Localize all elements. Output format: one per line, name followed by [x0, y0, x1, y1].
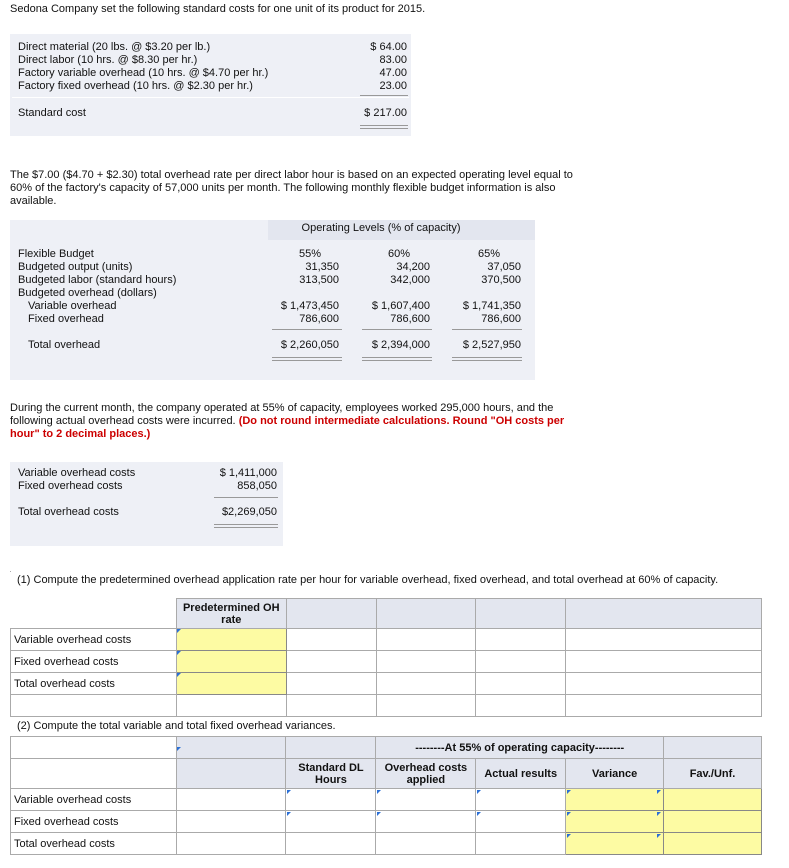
budgeted-overhead-label: Budgeted overhead (dollars) [18, 287, 157, 299]
input-marker-icon [177, 747, 181, 751]
q1-header-cell [286, 599, 376, 629]
std-row-value: 47.00 [379, 67, 407, 79]
q1-row-label: Fixed overhead costs [11, 651, 177, 673]
divider [362, 329, 432, 330]
divider [214, 497, 278, 498]
input-marker-icon [567, 812, 571, 816]
input-marker-icon [567, 790, 571, 794]
q2-variable-std-hours-input[interactable] [286, 789, 376, 811]
q2-corner [11, 737, 177, 759]
q2-fixed-applied-field[interactable] [379, 811, 472, 832]
q2-total-applied-field[interactable] [379, 833, 472, 854]
q2-variable-variance-field[interactable] [569, 789, 660, 810]
q2-header-cell [664, 737, 762, 759]
q2-capacity-band: --------At 55% of operating capacity-------- [376, 737, 664, 759]
std-row-label: Direct material (20 lbs. @ $3.20 per lb.) [18, 41, 211, 53]
q1-total-rate-input[interactable] [176, 673, 286, 695]
std-row-value: 83.00 [379, 54, 407, 66]
actual-fixed-value: 858,050 [237, 480, 277, 492]
q1-prompt: (1) Compute the predetermined overhead application rate per hour for variable overhead, fixed overhead, and total overhead at 60% of capacity. [17, 574, 719, 586]
q1-empty-cell [566, 629, 762, 651]
total-overhead-label: Total overhead [28, 339, 101, 351]
q1-variable-rate-field[interactable] [180, 629, 283, 650]
variable-overhead-label: Variable overhead [28, 300, 117, 312]
q1-frame [10, 571, 763, 572]
actual-fixed-label: Fixed overhead costs [18, 480, 123, 492]
fixed-overhead-label: Fixed overhead [28, 313, 104, 325]
q1-spacer [176, 695, 286, 717]
divider [360, 125, 408, 126]
actual-total-value: $2,269,050 [221, 506, 277, 518]
q1-empty-cell [566, 673, 762, 695]
labor-65: 370,500 [481, 274, 521, 286]
q1-header-cell [476, 599, 566, 629]
q1-empty-cell [476, 673, 566, 695]
variable-overhead-65: $ 1,741,350 [462, 300, 521, 312]
input-marker-icon [177, 651, 181, 655]
q1-empty-cell [476, 629, 566, 651]
q1-header-cell [566, 599, 762, 629]
actual-variable-label: Variable overhead costs [18, 467, 136, 479]
q2-row-label: Variable overhead costs [11, 789, 177, 811]
q1-empty-cell [286, 651, 376, 673]
output-55: 31,350 [305, 261, 339, 273]
q1-spacer [476, 695, 566, 717]
q2-empty-cell [176, 811, 286, 833]
budgeted-output-label: Budgeted output (units) [18, 261, 133, 273]
q2-fixed-actual-field[interactable] [479, 811, 562, 832]
total-overhead-65: $ 2,527,950 [462, 339, 521, 351]
current-month-text: During the current month, the company operated at 55% of capacity, employees worked 295,000 hours, and the following actual overhead costs were incurred. [10, 402, 554, 427]
q2-fixed-fav-unf-select[interactable] [664, 811, 762, 833]
level-60-header: 60% [388, 248, 411, 260]
input-marker-icon [287, 812, 291, 816]
q1-header-cell [376, 599, 476, 629]
q1-row-label: Total overhead costs [11, 673, 177, 695]
divider [362, 357, 432, 358]
total-overhead-55: $ 2,260,050 [280, 339, 339, 351]
budgeted-labor-label: Budgeted labor (standard hours) [18, 274, 177, 286]
input-marker-icon [657, 790, 661, 794]
q2-variable-variance-input[interactable] [566, 789, 664, 811]
input-marker-icon [657, 812, 661, 816]
q1-spacer [376, 695, 476, 717]
standard-cost-value: $ 217.00 [364, 107, 407, 119]
q2-total-variance-input[interactable] [566, 833, 664, 855]
labor-55: 313,500 [299, 274, 339, 286]
q2-col-variance: Variance [566, 759, 664, 789]
q1-empty-cell [476, 651, 566, 673]
q1-empty-cell [376, 629, 476, 651]
divider [452, 357, 522, 358]
q2-row-label: Total overhead costs [11, 833, 177, 855]
level-65-header: 65% [478, 248, 501, 260]
divider [452, 360, 522, 361]
flexible-budget-title: Flexible Budget [18, 248, 94, 260]
q1-empty-cell [376, 673, 476, 695]
q2-col-fav-unf: Fav./Unf. [664, 759, 762, 789]
input-marker-icon [377, 790, 381, 794]
q1-table [10, 598, 762, 717]
q2-total-std-hours-field[interactable] [289, 833, 372, 854]
output-60: 34,200 [396, 261, 430, 273]
q1-total-rate-field[interactable] [180, 673, 283, 694]
q1-variable-rate-input[interactable] [176, 629, 286, 651]
q2-empty-cell [176, 789, 286, 811]
q2-col-overhead-applied: Overhead costs applied [376, 759, 476, 789]
q2-row-label: Fixed overhead costs [11, 811, 177, 833]
q2-header-cell [176, 759, 286, 789]
q1-spacer [286, 695, 376, 717]
q2-fixed-variance-input[interactable] [566, 811, 664, 833]
q2-header-cell [286, 737, 376, 759]
input-marker-icon [377, 812, 381, 816]
actual-total-label: Total overhead costs [18, 506, 119, 518]
input-marker-icon [477, 812, 481, 816]
q1-corner [11, 599, 177, 629]
q2-variable-applied-input[interactable] [376, 789, 476, 811]
q2-total-applied-input[interactable] [376, 833, 476, 855]
input-marker-icon [657, 834, 661, 838]
labor-60: 342,000 [390, 274, 430, 286]
q2-fixed-std-hours-field[interactable] [289, 811, 372, 832]
q1-empty-cell [286, 673, 376, 695]
input-marker-icon [177, 629, 181, 633]
fixed-overhead-60: 786,600 [390, 313, 430, 325]
q2-total-actual-field[interactable] [479, 833, 562, 854]
q1-empty-cell [286, 629, 376, 651]
q1-col-header: Predetermined OH rate [176, 599, 286, 629]
q2-col-standard-dl-hours: Standard DL Hours [286, 759, 376, 789]
q2-variable-std-hours-field[interactable] [289, 789, 372, 810]
q2-prompt: (2) Compute the total variable and total fixed overhead variances. [17, 720, 336, 732]
std-row-label: Direct labor (10 hrs. @ $8.30 per hr.) [18, 54, 198, 66]
divider [452, 329, 522, 330]
q2-fixed-actual-input[interactable] [476, 811, 566, 833]
variable-overhead-55: $ 1,473,450 [280, 300, 339, 312]
standard-cost-label: Standard cost [18, 107, 86, 119]
input-marker-icon [177, 673, 181, 677]
q1-spacer [566, 695, 762, 717]
variable-overhead-60: $ 1,607,400 [371, 300, 430, 312]
q2-table [10, 736, 762, 855]
divider [214, 527, 278, 528]
intro-text: Sedona Company set the following standard costs for one unit of its product for 2015. [10, 3, 426, 15]
paragraph-current-month [10, 402, 580, 441]
divider [362, 360, 432, 361]
std-row-label: Factory variable overhead (10 hrs. @ $4.70 per hr.) [18, 67, 269, 79]
divider [12, 97, 409, 98]
total-overhead-60: $ 2,394,000 [371, 339, 430, 351]
q2-total-variance-field[interactable] [569, 833, 660, 854]
std-row-value: 23.00 [379, 80, 407, 92]
operating-levels-header: Operating Levels (% of capacity) [301, 222, 461, 234]
q2-fixed-variance-field[interactable] [569, 811, 660, 832]
input-marker-icon [287, 790, 291, 794]
divider [272, 360, 342, 361]
input-marker-icon [477, 790, 481, 794]
q2-fixed-std-hours-input[interactable] [286, 811, 376, 833]
q2-variable-actual-input[interactable] [476, 789, 566, 811]
divider [214, 524, 278, 525]
std-row-label: Factory fixed overhead (10 hrs. @ $2.30 per hr.) [18, 80, 253, 92]
output-65: 37,050 [487, 261, 521, 273]
input-marker-icon [567, 834, 571, 838]
q2-total-fav-unf-select[interactable] [664, 833, 762, 855]
level-55-header: 55% [299, 248, 322, 260]
divider [272, 357, 342, 358]
q2-corner [11, 759, 177, 789]
q2-variable-actual-field[interactable] [479, 789, 562, 810]
q2-variable-fav-unf-select[interactable] [664, 789, 762, 811]
actual-variable-value: $ 1,411,000 [219, 467, 277, 479]
paragraph-budget-basis: The $7.00 ($4.70 + $2.30) total overhead rate per direct labor hour is based on an expected operating level equal to 60% of the factory's capacity of 57,000 units per month. The following monthly flexible budget information is also available. [10, 169, 573, 207]
q1-fixed-rate-field[interactable] [180, 651, 283, 672]
rounding-instruction: (Do not round intermediate calculations. Round "OH costs per hour" to 2 decimal places.) [10, 415, 565, 440]
q2-header-cell [176, 737, 286, 759]
fixed-overhead-55: 786,600 [299, 313, 339, 325]
q1-fixed-rate-input[interactable] [176, 651, 286, 673]
q2-fixed-applied-input[interactable] [376, 811, 476, 833]
divider [360, 128, 408, 129]
fixed-overhead-65: 786,600 [481, 313, 521, 325]
q2-total-std-hours-input[interactable] [286, 833, 376, 855]
q2-variable-applied-field[interactable] [379, 789, 472, 810]
divider [360, 95, 408, 96]
std-row-value: $ 64.00 [370, 41, 407, 53]
q1-empty-cell [376, 651, 476, 673]
q2-empty-cell [176, 833, 286, 855]
q1-empty-cell [566, 651, 762, 673]
divider [272, 329, 342, 330]
q1-spacer [11, 695, 177, 717]
q1-row-label: Variable overhead costs [11, 629, 177, 651]
q2-total-actual-input[interactable] [476, 833, 566, 855]
q2-col-actual-results: Actual results [476, 759, 566, 789]
